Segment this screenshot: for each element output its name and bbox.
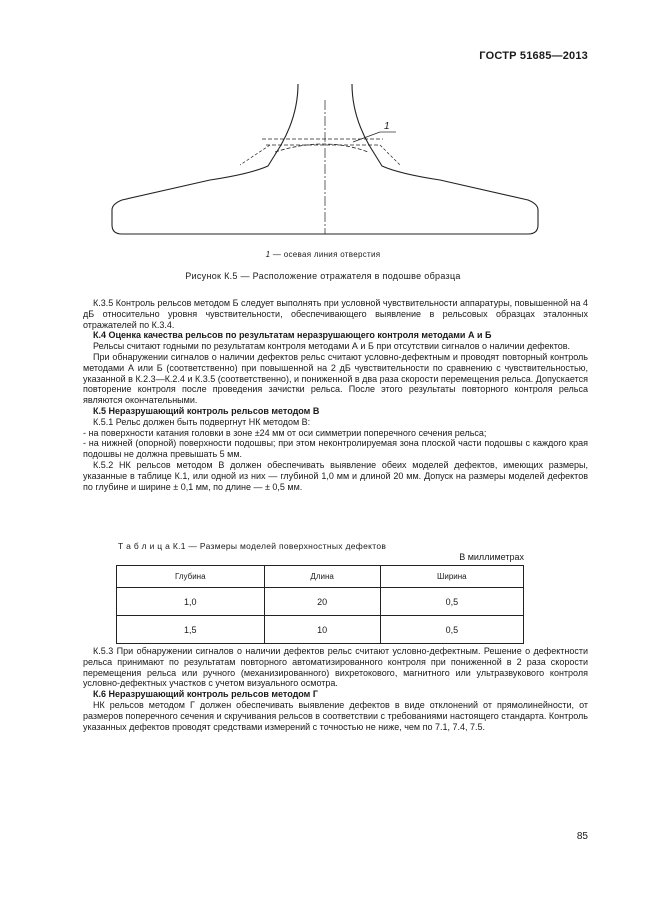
- paragraph-k51: К.5.1 Рельс должен быть подвергнут НК методом В:: [93, 416, 311, 427]
- table-row: [117, 616, 524, 644]
- reflector-dash-right: [380, 145, 400, 165]
- table-cell: 0,5: [380, 588, 523, 616]
- rail-base-figure: [100, 70, 550, 240]
- body-text-lower: [83, 646, 588, 732]
- paragraph-k35: К.3.5 Контроль рельсов методом Б следует выполнять при условной чувствительности аппаратуры, повышенной на 4 дБ относительно уровня чувствительности, обеспечивающего выявление в рельсовых образцах эталонных отражателей по К.3.4.: [83, 298, 588, 330]
- list-item-base-surface: - на нижней (опорной) поверхности подошвы; при этом неконтролируемая зона плоской части подошвы с каждого края подошвы не должна превышать 5 мм.: [83, 438, 588, 460]
- legend-number: 1: [265, 250, 271, 259]
- callout-number: 1: [384, 121, 390, 132]
- table-cell: 1,0: [117, 588, 265, 616]
- standard-code: ГОСТР 51685—2013: [479, 50, 588, 62]
- heading-k4: К.4 Оценка качества рельсов по результатам неразрушающего контроля методами А и Б: [93, 330, 492, 341]
- table-header-row: [117, 566, 524, 588]
- header-width: Ширина: [380, 566, 523, 588]
- paragraph-k4-2: При обнаружении сигналов о наличии дефектов рельс считают условно-дефектным и проводят повторный контроль методами А или Б (соответственно) при повышенной на 2 дБ чувствительности по сравнению с чувствительностью, указанной в К.2.3—К.2.4 и К.3.5 (соответственно), и пониженной в два раза скорости перемещения рельса. Допускается повторение контроля после проведения зачистки рельса. После этого результаты повторного контроля рельса являются окончательными.: [83, 351, 588, 406]
- heading-k6: К.6 Неразрушающий контроль рельсов методом Г: [93, 689, 318, 700]
- paragraph-k53: К.5.3 При обнаружении сигналов о наличии дефектов рельс считают условно-дефектным. Решение о дефектности рельса принимают по результатам повторного автоматизированного контроля при пониженной в 2 раза скорости перемещения рельса или ручного (механизированного) вихретокового, магнитного или ультразвукового контроля условно-дефектных участков с учетом визуального осмотра.: [83, 646, 588, 689]
- list-item-rolling-surface: - на поверхности катания головки в зоне ±24 мм от оси симметрии поперечного сечения рельса;: [83, 427, 487, 438]
- header-depth: Глубина: [117, 566, 265, 588]
- paragraph-k6: НК рельсов методом Г должен обеспечивать выявление дефектов в виде отклонений от прямолинейности, от размеров поперечного сечения и скручивания рельсов в соответствии с требованиями настоящего стандарта. Контроль указанных дефектов проводят средствами измерений с точностью не ниже, чем по 7.1, 7.4, 7.5.: [83, 699, 588, 732]
- paragraph-k52: К.5.2 НК рельсов методом В должен обеспечивать выявление обеих моделей дефектов, имеющих размеры, указанные в таблице К.1, или одной из них — глубиной 1,0 мм и длиной 20 мм. Допуск на размеры моделей дефектов по глубине и ширине ± 0,1 мм, по длине — ± 0,5 мм.: [83, 459, 588, 492]
- table-cell: 20: [264, 588, 380, 616]
- legend-text: — осевая линия отверстия: [270, 250, 381, 259]
- paragraph-k4-1: Рельсы считают годными по результатам контроля методами А и Б при отсутствии сигналов о наличии дефектов.: [93, 341, 571, 352]
- table-row: [117, 588, 524, 616]
- table-title: Т а б л и ц а К.1 — Размеры моделей поверхностных дефектов: [118, 541, 387, 551]
- header-length: Длина: [264, 566, 380, 588]
- defect-dimensions-table: [116, 565, 524, 644]
- table-cell: 0,5: [380, 616, 523, 644]
- reflector-dash-left: [240, 145, 270, 165]
- heading-k5: К.5 Неразрушающий контроль рельсов методом В: [93, 405, 320, 416]
- page-number: 85: [576, 831, 588, 842]
- table-cell: 1,5: [117, 616, 265, 644]
- table-cell: 10: [264, 616, 380, 644]
- table-units: В миллиметрах: [459, 552, 524, 562]
- figure-caption: Рисунок К.5 — Расположение отражателя в подошве образца: [185, 271, 461, 281]
- figure-legend: [0, 250, 646, 259]
- body-text-upper: [83, 298, 588, 492]
